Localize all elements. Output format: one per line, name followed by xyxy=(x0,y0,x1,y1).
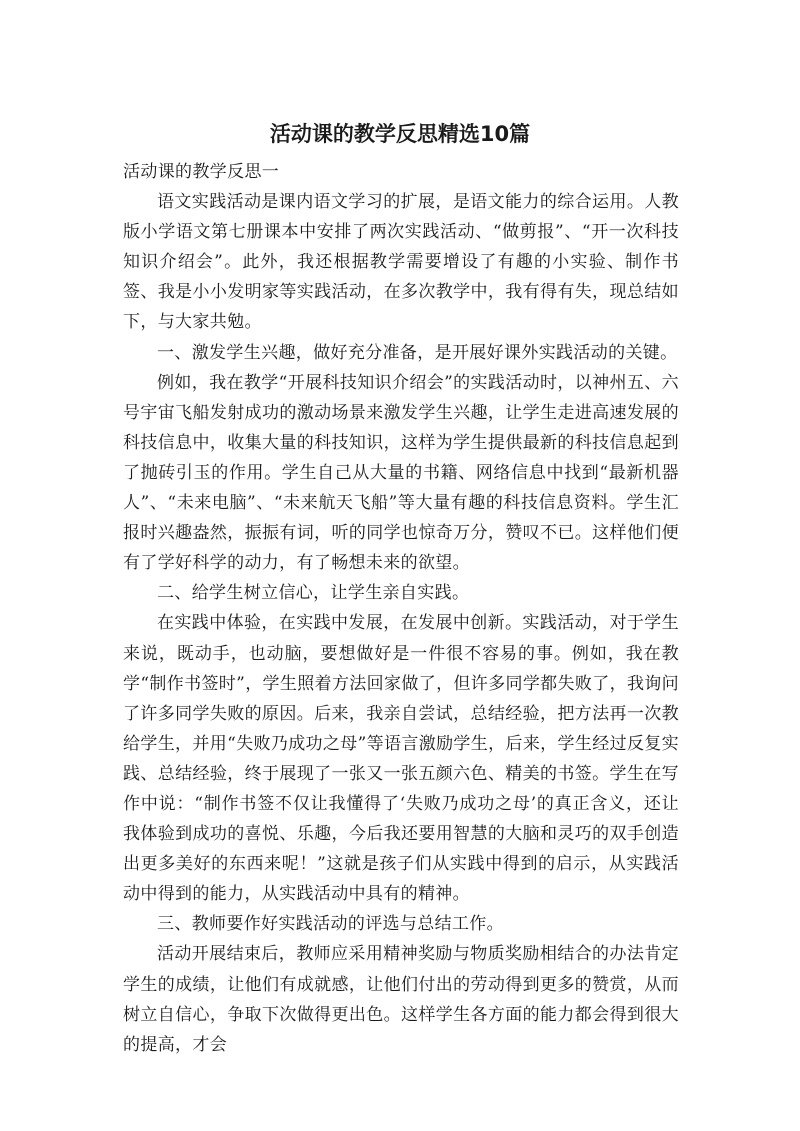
body-paragraph: 在实践中体验，在实践中发展，在发展中创新。实践活动，对于学生来说，既动手，也动脑，要想做好是一件很不容易的事。例如，我在教学“制作书签时”，学生照着方法回家做了，但许多同学都失败了，我询问了许多同学失败的原因。后来，我亲自尝试，总结经验，把方法再一次教给学生，并用“失败乃成功之母”等语言激励学生，后来，学生经过反复实践、总结经验，终于展现了一张又一张五颜六色、精美的书签。学生在写作中说：“制作书签不仅让我懂得了‘失败乃成功之母’的真正含义，还让我体验到成功的喜悦、乐趣，今后我还要用智慧的大脑和灵巧的双手创造出更多美好的东西来呢！”这就是孩子们从实践中得到的启示，从实践活动中得到的能力，从实践活动中具有的精神。 xyxy=(123,613,679,905)
document-title: 活动课的教学反思精选10篇 xyxy=(269,122,531,146)
body-paragraph: 例如，我在教学“开展科技知识介绍会”的实践活动时，以神州五、六号宇宙飞船发射成功的激动场景来激发学生兴趣，让学生走进高速发展的科技信息中，收集大量的科技知识，这样为学生提供最新的科技信息起到了抛砖引玉的作用。学生自己从大量的书籍、网络信息中找到“最新机器人”、“未来电脑”、“未来航天飞船”等大量有趣的科技信息资料。学生汇报时兴趣盎然，振振有词，听的同学也惊奇万分，赞叹不已。这样他们便有了学好科学的动力，有了畅想未来的欲望。 xyxy=(123,372,679,574)
body-paragraph: 语文实践活动是课内语文学习的扩展，是语文能力的综合运用。人教版小学语文第七册课本中安排了两次实践活动、“做剪报”、“开一次科技知识介绍会”。此外，我还根据教学需要增设了有趣的小实验、制作书签、我是小小发明家等实践活动，在多次教学中，我有得有失，现总结如下，与大家共勉。 xyxy=(123,192,679,333)
section-heading-1: 一、激发学生兴趣，做好充分准备，是开展好课外实践活动的关键。 xyxy=(157,342,678,363)
section-subtitle: 活动课的教学反思一 xyxy=(123,162,280,182)
section-heading-3: 三、教师要作好实践活动的评选与总结工作。 xyxy=(157,914,504,935)
section-heading-2: 二、给学生树立信心，让学生亲自实践。 xyxy=(157,583,470,604)
body-paragraph: 活动开展结束后，教师应采用精神奖励与物质奖励相结合的办法肯定学生的成绩，让他们有成就感，让他们付出的劳动得到更多的赞赏，从而树立自信心，争取下次做得更出色。这样学生各方面的能力都会得到很大的提高，才会 xyxy=(123,944,679,1055)
document-body xyxy=(123,157,679,1060)
